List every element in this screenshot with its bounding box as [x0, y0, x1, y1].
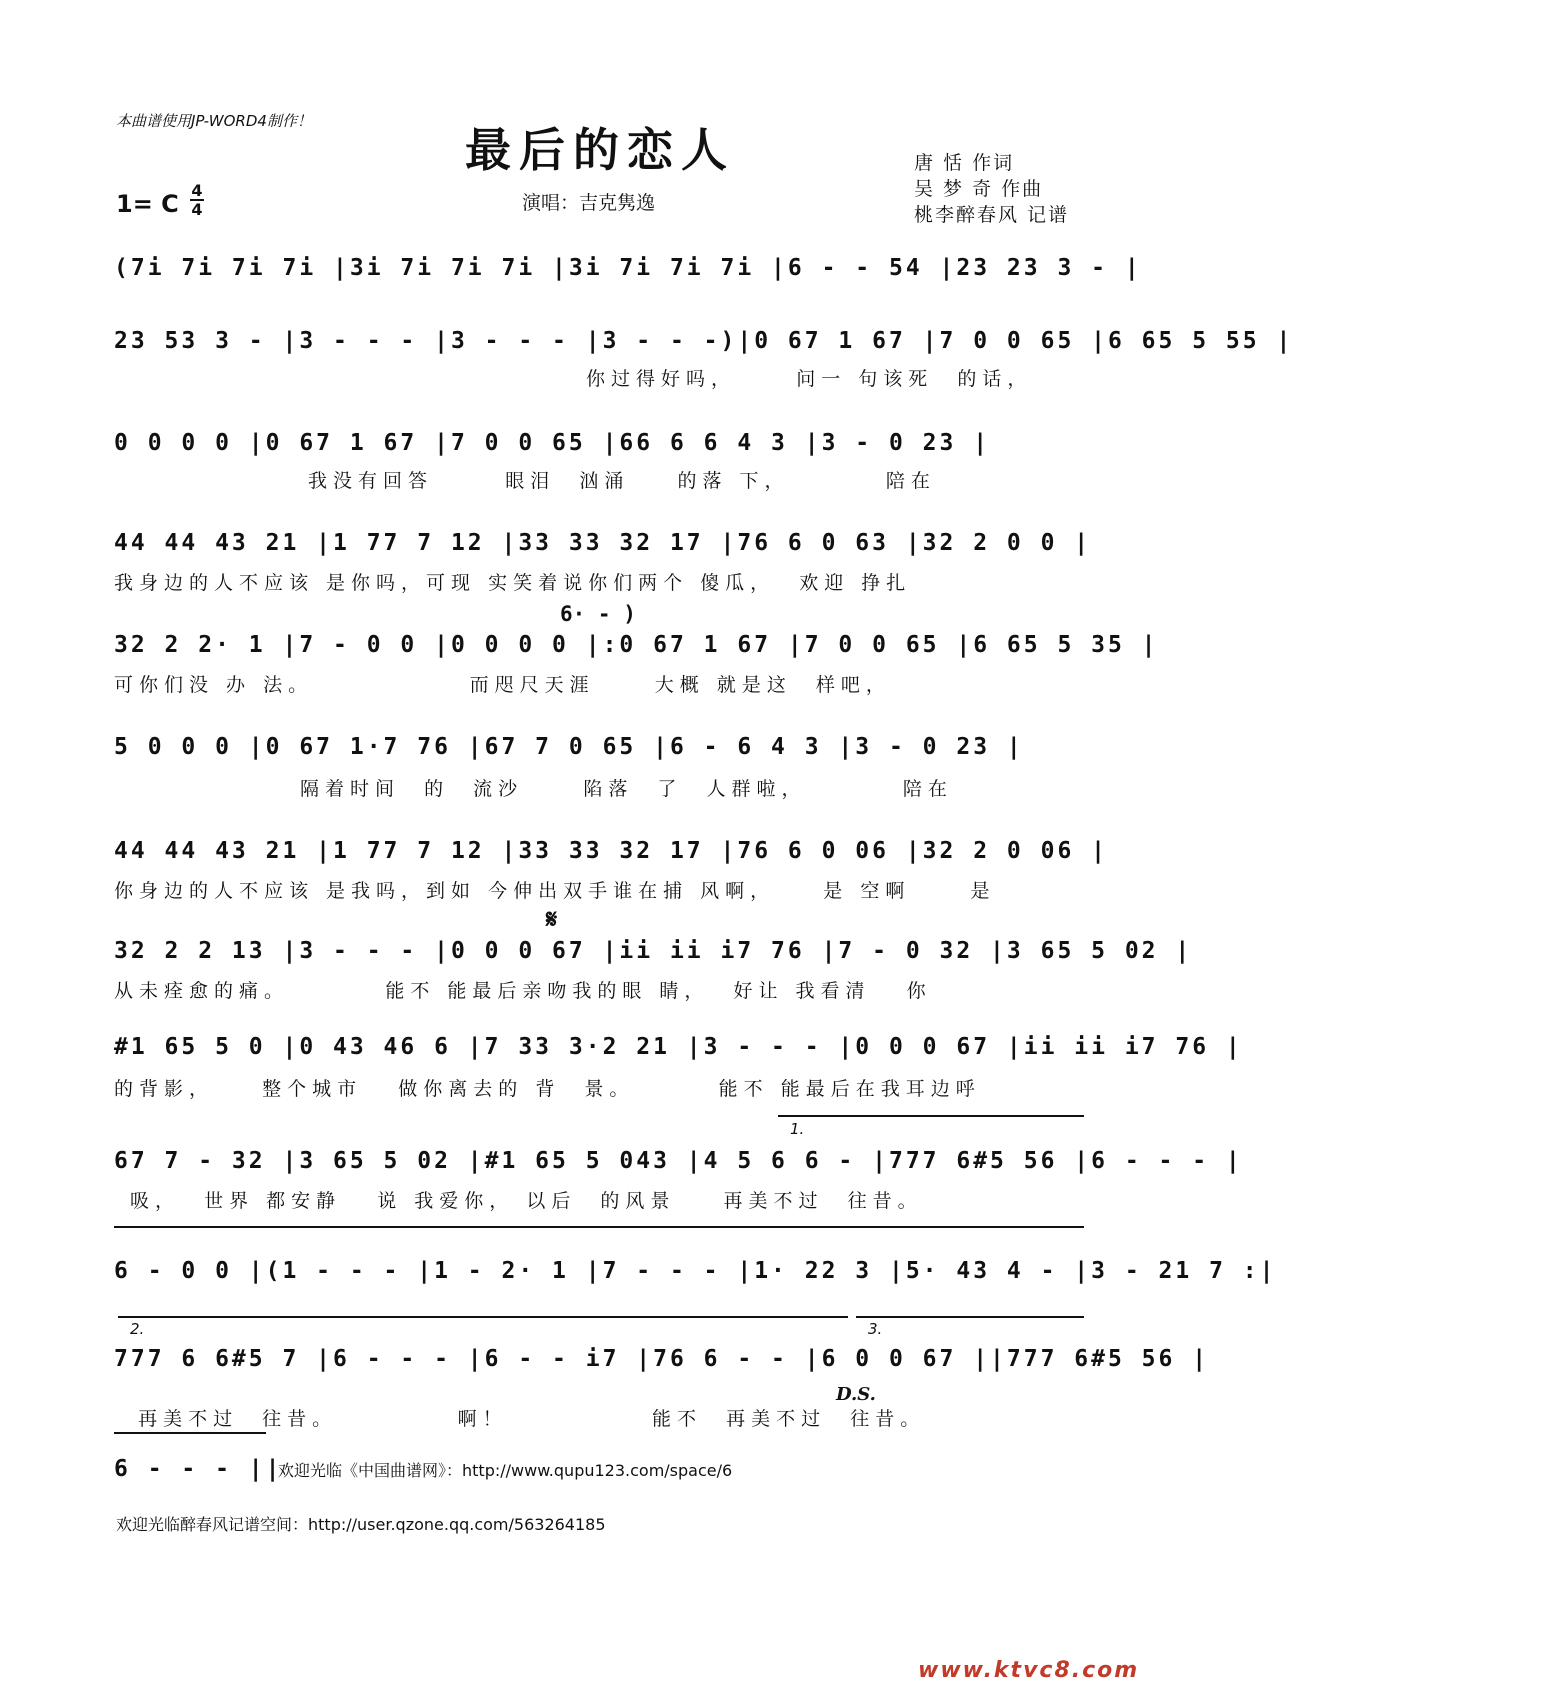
site-watermark: www.ktvc8.com — [918, 1658, 1140, 1683]
lyric-line-5: 可你们没 办 法。 而咫尺天涯 大概 就是这 样吧， — [114, 674, 891, 696]
segno-icon: 𝄋 — [546, 905, 558, 935]
footer-space-link[interactable]: 欢迎光临醉春风记谱空间：http://user.qzone.qq.com/563264185 — [116, 1515, 606, 1534]
notation-line-3: 0 0 0 0 |0 67 1 67 |7 0 0 65 |66 6 6 4 3 |3 - 0 23 | — [114, 430, 991, 456]
notation-line-9: #1 65 5 0 |0 43 46 6 |7 33 3·2 21 |3 - - - |0 0 0 67 |ii ii i7 76 | — [114, 1034, 1243, 1060]
lyric-line-12 — [114, 1382, 1084, 1431]
volta-1-bracket — [778, 1115, 1084, 1117]
lyricist-credit: 唐 恬 作词 — [914, 152, 1015, 174]
footer-website-link[interactable]: 欢迎光临《中国曲谱网》：http://www.qupu123.com/space/6 — [278, 1461, 733, 1480]
notation-line-5: 32 2 2· 1 |7 - 0 0 |0 0 0 0 |:0 67 1 67 |7 0 0 65 |6 65 5 35 | — [114, 632, 1159, 658]
credit-note: 本曲谱使用JP-WORD4制作！ — [116, 112, 312, 130]
song-title: 最后的恋人 — [465, 123, 735, 177]
time-signature-top: 4 — [191, 181, 203, 200]
key-signature: 1= C — [116, 190, 179, 218]
notation-line-11: 6 - 0 0 |(1 - - - |1 - 2· 1 |7 - - - |1· 22 3 |5· 43 4 - |3 - 21 7 :| — [114, 1258, 1277, 1284]
volta-3-label: 3. — [868, 1320, 883, 1338]
repeat-return-marker: 6· - ) — [560, 602, 636, 626]
lyric-line-9: 的背影， 整个城市 做你离去的 背 景。 能不 能最后在我耳边呼 — [114, 1078, 981, 1100]
transcriber-credit: 桃李醉春风 记谱 — [914, 204, 1070, 226]
notation-line-13: 6 - - - || — [114, 1456, 283, 1482]
final-slur-line — [114, 1432, 266, 1434]
slur-continuation-line — [114, 1226, 1084, 1228]
notation-line-6: 5 0 0 0 |0 67 1·7 76 |67 7 0 65 |6 - 6 4 3 |3 - 0 23 | — [114, 734, 1024, 760]
volta-1-label: 1. — [790, 1120, 805, 1138]
volta-2-bracket — [118, 1316, 848, 1318]
dal-segno-mark: D.S. — [836, 1384, 876, 1405]
singer-credit: 演唱：吉克隽逸 — [522, 192, 656, 214]
volta-3-bracket — [856, 1316, 1084, 1318]
lyric-line-7: 你身边的人不应该 是我吗，到如 今伸出双手谁在捕 风啊， 是 空啊 是 — [114, 880, 996, 902]
lyric-line-3: 我没有回答 眼泪 汹涌 的落 下， 陪在 — [308, 470, 936, 492]
lyric-line-6: 隔着时间 的 流沙 陷落 了 人群啦， 陪在 — [300, 778, 953, 800]
notation-line-7: 44 44 43 21 |1 77 7 12 |33 33 32 17 |76 6 0 06 |32 2 0 06 | — [114, 838, 1108, 864]
lyric-line-2: 你过得好吗， 问一 句该死 的话， — [586, 368, 1033, 390]
notation-line-10: 67 7 - 32 |3 65 5 02 |#1 65 5 043 |4 5 6 6 - |777 6#5 56 |6 - - - | — [114, 1148, 1243, 1174]
notation-line-12: 777 6 6#5 7 |6 - - - |6 - - i7 |76 6 - - |6 0 0 67 ||777 6#5 56 | — [114, 1346, 1210, 1372]
time-signature — [190, 182, 204, 218]
composer-credit: 吴 梦 奇 作曲 — [914, 178, 1044, 200]
ds-marker — [836, 1384, 876, 1405]
lyric-line-12-text: 再美不过 往昔。 啊！ 能不 再美不过 往昔。 — [138, 1408, 926, 1430]
volta-2-label: 2. — [130, 1320, 145, 1338]
notation-line-8: 32 2 2 13 |3 - - - |0 0 0 67 |ii ii i7 76 |7 - 0 32 |3 65 5 02 | — [114, 938, 1193, 964]
notation-line-1: (7i 7i 7i 7i |3i 7i 7i 7i |3i 7i 7i 7i |6 - - 54 |23 23 3 - | — [114, 255, 1142, 281]
time-signature-bottom: 4 — [191, 200, 203, 219]
lyric-line-8: 从未痊愈的痛。 能不 能最后亲吻我的眼 睛， 好让 我看清 你 — [114, 980, 932, 1002]
lyric-line-10: 吸， 世界 都安静 说 我爱你， 以后 的风景 再美不过 往昔。 — [130, 1190, 923, 1212]
notation-line-4: 44 44 43 21 |1 77 7 12 |33 33 32 17 |76 6 0 63 |32 2 0 0 | — [114, 530, 1092, 556]
lyric-line-4: 我身边的人不应该 是你吗，可现 实笑着说你们两个 傻瓜， 欢迎 挣扎 — [114, 572, 912, 594]
notation-line-2: 23 53 3 - |3 - - - |3 - - - |3 - - -)|0 67 1 67 |7 0 0 65 |6 65 5 55 | — [114, 328, 1294, 354]
